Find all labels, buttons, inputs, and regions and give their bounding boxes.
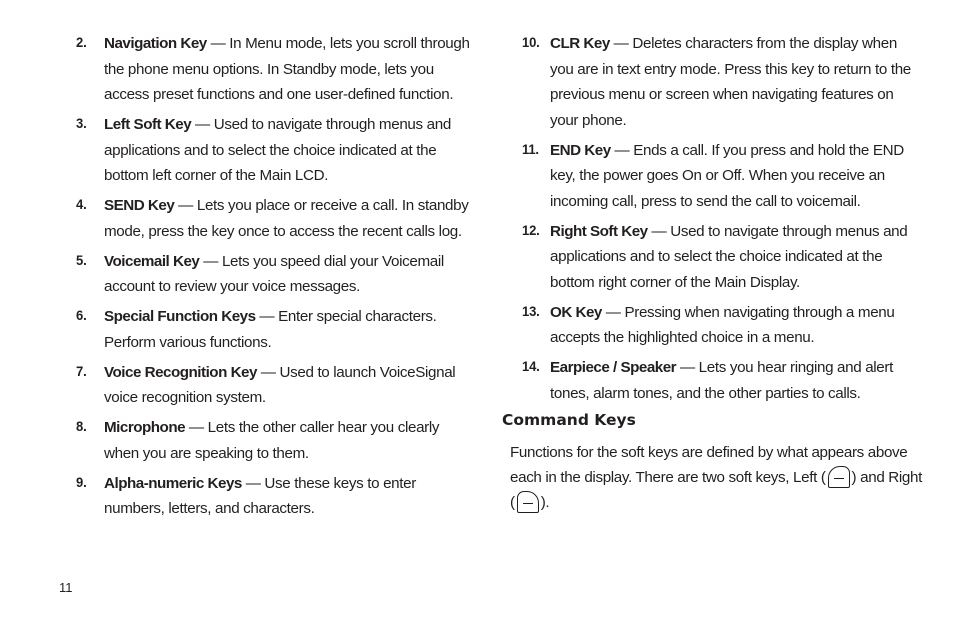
- list-item: [522, 355, 922, 406]
- item-text: [104, 193, 476, 244]
- right-soft-key-icon: [517, 491, 539, 513]
- paragraph-text-after: ).: [540, 494, 550, 511]
- item-text: [104, 112, 476, 189]
- item-text: [550, 31, 922, 133]
- item-description: — Used to launch VoiceSignal voice recognition system.: [104, 363, 456, 406]
- list-item: [76, 193, 476, 244]
- item-term: CLR Key: [550, 35, 610, 52]
- item-text: [550, 355, 922, 406]
- item-text: [550, 138, 922, 215]
- item-number: 12.: [522, 222, 540, 239]
- item-text: [550, 219, 922, 296]
- item-text: [104, 304, 476, 355]
- item-description: — Enter special characters. Perform various functions.: [104, 308, 437, 351]
- item-number: 13.: [522, 303, 540, 320]
- list-item: [522, 31, 922, 133]
- item-term: SEND Key: [104, 197, 175, 214]
- item-description: — Ends a call. If you press and hold the END key, the power goes On or Off. When you receive an incoming call, press to send the call to voicemail.: [550, 141, 904, 210]
- item-term: Voicemail Key: [104, 252, 200, 270]
- item-number: 11.: [522, 141, 539, 158]
- item-description: — Lets you hear ringing and alert tones, alarm tones, and the other parties to calls.: [550, 359, 893, 402]
- list-item: [76, 415, 476, 466]
- list-item: [76, 31, 476, 108]
- item-number: 6.: [76, 308, 87, 324]
- item-term: OK Key: [550, 303, 602, 321]
- item-number: 10.: [522, 35, 540, 51]
- item-term: Navigation Key: [104, 35, 207, 52]
- section-heading: Command Keys: [502, 411, 636, 429]
- item-term: Voice Recognition Key: [104, 363, 257, 381]
- item-description: — In Menu mode, lets you scroll through the phone menu options. In Standby mode, lets you access preset functions and one user-defined function.: [104, 35, 470, 103]
- list-item: [76, 249, 476, 300]
- item-description: — Pressing when navigating through a menu accepts the highlighted choice in a menu.: [550, 303, 895, 346]
- list-item: [76, 112, 476, 189]
- item-text: [104, 415, 476, 466]
- item-term: Alpha-numeric Keys: [104, 474, 242, 492]
- list-item: [522, 138, 922, 215]
- paragraph-text-before: Functions for the soft keys are defined by what appears above each in the display. There are two soft keys, Left (: [510, 444, 908, 486]
- item-term: END Key: [550, 141, 611, 159]
- item-description: — Lets the other caller hear you clearly when you are speaking to them.: [104, 419, 440, 462]
- item-number: 5.: [76, 252, 87, 269]
- left-soft-key-icon: [828, 466, 850, 488]
- list-item: [522, 219, 922, 296]
- item-number: 8.: [76, 419, 87, 435]
- list-item: [76, 304, 476, 355]
- item-term: Earpiece / Speaker: [550, 359, 677, 376]
- item-text: [104, 360, 476, 411]
- item-number: 14.: [522, 359, 540, 375]
- item-description: — Use these keys to enter numbers, letters, and characters.: [104, 474, 416, 517]
- item-text: [104, 249, 476, 300]
- page-number: 11: [59, 580, 73, 595]
- item-number: 2.: [76, 35, 87, 51]
- item-text: [104, 31, 476, 108]
- item-text: [550, 300, 922, 351]
- item-text: [104, 471, 476, 522]
- item-description: — Used to navigate through menus and applications and to select the choice indicated at the bottom right corner of the Main Display.: [550, 222, 908, 291]
- item-description: — Lets you speed dial your Voicemail account to review your voice messages.: [104, 252, 444, 295]
- list-item: [76, 471, 476, 522]
- item-term: Right Soft Key: [550, 222, 648, 240]
- item-number: 7.: [76, 363, 87, 380]
- list-item: [522, 300, 922, 351]
- item-number: 4.: [76, 197, 87, 213]
- item-description: — Lets you place or receive a call. In standby mode, press the key once to access the recent calls log.: [104, 197, 469, 240]
- right-column: [522, 31, 922, 411]
- paragraph-text-middle: ) and Right (: [510, 469, 922, 511]
- item-term: Microphone: [104, 419, 186, 436]
- item-description: — Used to navigate through menus and applications and to select the choice indicated at the bottom left corner of the Main LCD.: [104, 116, 451, 184]
- item-number: 9.: [76, 474, 87, 491]
- section-paragraph: [510, 440, 930, 515]
- item-term: Special Function Keys: [104, 308, 256, 325]
- item-term: Left Soft Key: [104, 116, 192, 133]
- item-description: — Deletes characters from the display when you are in text entry mode. Press this key to return to the previous menu or screen when navigating features on your phone.: [550, 35, 911, 129]
- item-number: 3.: [76, 116, 87, 132]
- list-item: [76, 360, 476, 411]
- left-column: [76, 31, 476, 526]
